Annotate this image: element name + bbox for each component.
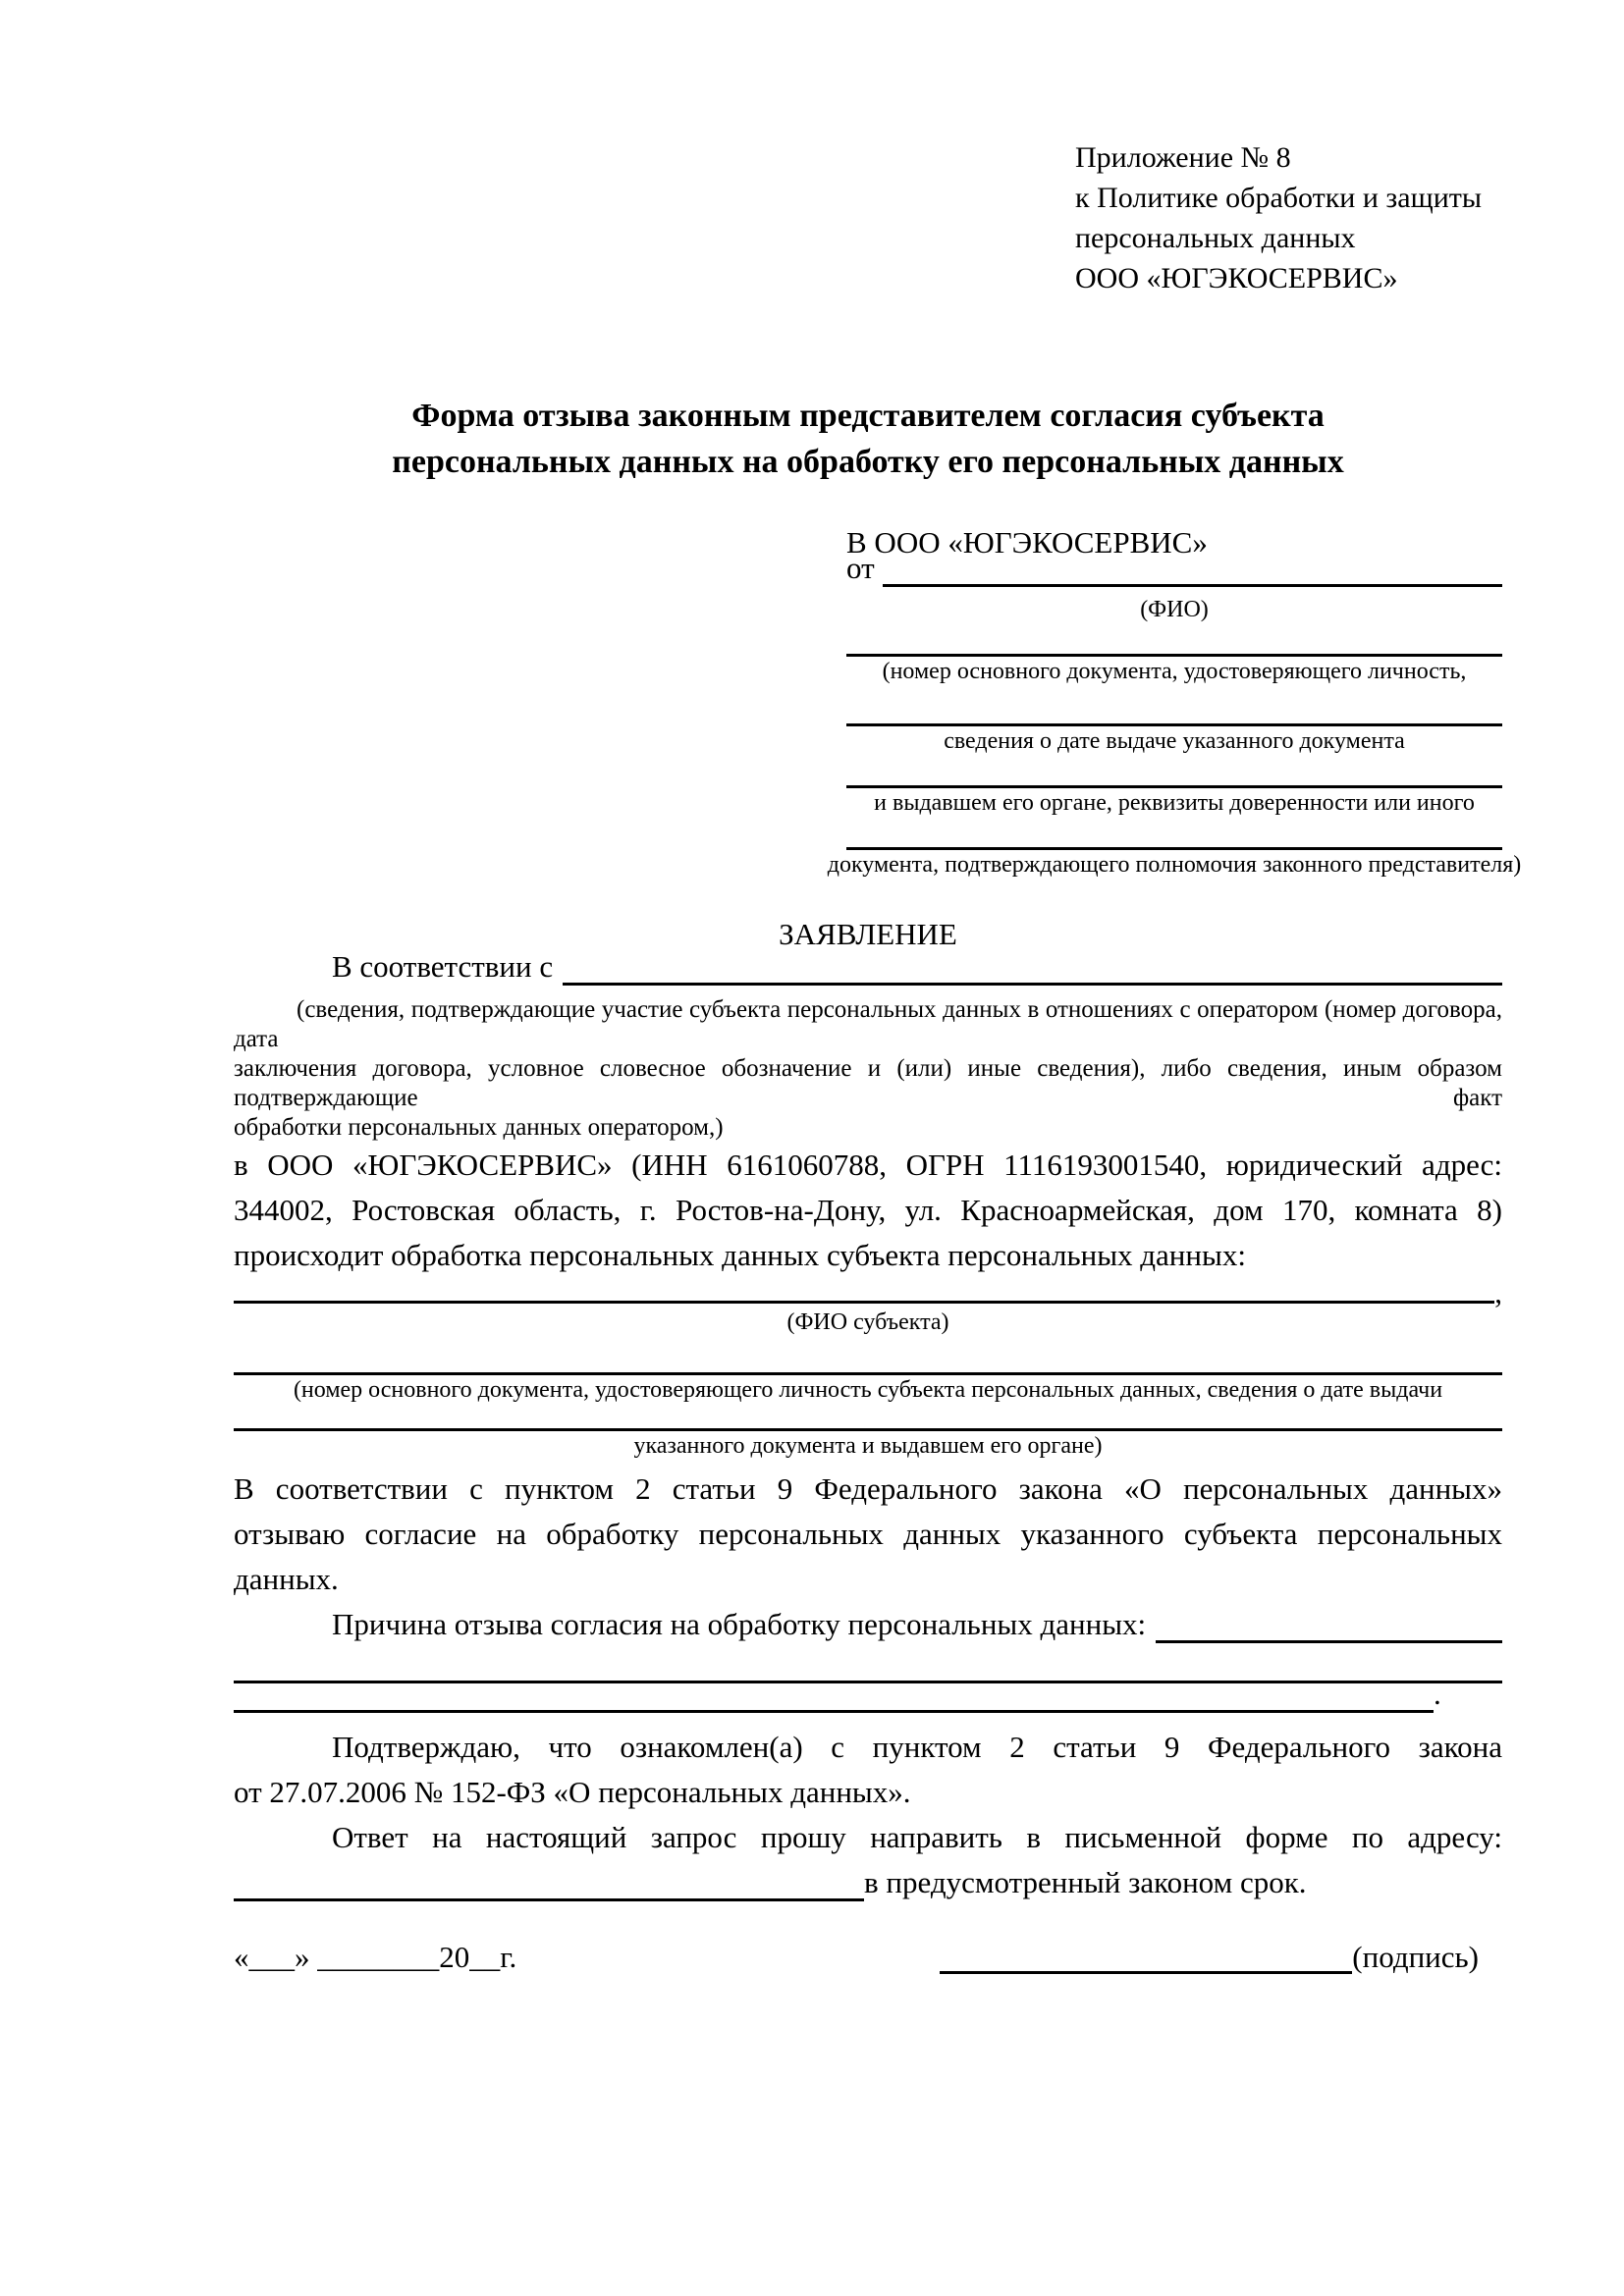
representative-fio-field-line[interactable] xyxy=(883,584,1502,587)
withdrawal-paragraph xyxy=(234,1467,1502,1602)
signature-field-line[interactable] xyxy=(940,1971,1352,1974)
smallprint-line: обработки персональных данных оператором,) xyxy=(234,1114,724,1141)
document-title xyxy=(234,393,1502,485)
footer-row xyxy=(234,1935,1502,1980)
smallprint-line: заключения договора, условное словесное обозначение и (или) иные сведения), либо сведения, иным образом подтверждающие факт xyxy=(234,1055,1502,1111)
subject-doc-caption: (номер основного документа, удостоверяющего личность субъекта персональных данных, сведения о дате выдачи xyxy=(293,1377,1443,1403)
reason-lead: Причина отзыва согласия на обработку персональных данных: xyxy=(332,1607,1147,1641)
reply-paragraph-line: Ответ на настоящий запрос прошу направить в письменной форме по адресу: xyxy=(332,1820,1502,1854)
reply-paragraph-line: в предусмотренный законом срок. xyxy=(864,1865,1307,1899)
reason-row xyxy=(234,1604,1502,1647)
smallprint-line: (сведения, подтверждающие участие субъекта персональных данных в отношениях с оператором (номер договора, дата xyxy=(234,996,1502,1052)
reason-field-line[interactable] xyxy=(1156,1640,1502,1643)
subject-doc-caption: указанного документа и выдавшем его органе) xyxy=(633,1433,1103,1459)
operator-paragraph-line: происходит обработка персональных данных субъекта персональных данных: xyxy=(234,1238,1246,1272)
reply-address-row xyxy=(234,1860,1502,1905)
signature-block xyxy=(940,1935,1479,1980)
doc-caption: сведения о дате выдаче указанного документа xyxy=(944,728,1405,754)
operator-paragraph-line: в ООО «ЮГЭКОСЕРВИС» (ИНН 6161060788, ОГРН 1116193001540, юридический адрес: xyxy=(234,1148,1502,1182)
reason-blank-line[interactable] xyxy=(234,1710,1434,1713)
appendix-line: Приложение № 8 xyxy=(1075,141,1291,174)
appendix-line: ООО «ЮГЭКОСЕРВИС» xyxy=(1075,262,1398,294)
doc-caption: и выдавшем его органе, реквизиты доверенности или иного xyxy=(874,790,1475,816)
subject-fio-field-line[interactable] xyxy=(234,1301,1494,1304)
doc-caption: (номер основного документа, удостоверяющего личность, xyxy=(882,659,1467,684)
addressee-block xyxy=(827,522,1522,880)
reason-period: . xyxy=(1434,1677,1441,1711)
signature-caption: (подпись) xyxy=(1352,1940,1479,1974)
subject-fio-row xyxy=(234,1275,1502,1309)
statement-heading: ЗАЯВЛЕНИЕ xyxy=(779,917,957,951)
fio-caption: (ФИО) xyxy=(1140,597,1209,622)
appendix-block xyxy=(1075,137,1502,298)
withdrawal-paragraph-line: В соответствии с пунктом 2 статьи 9 Федерального закона «О персональных данных» xyxy=(234,1471,1502,1506)
confirm-paragraph-line: от 27.07.2006 № 152-ФЗ «О персональных данных». xyxy=(234,1775,911,1809)
accordance-row xyxy=(234,949,1502,989)
operator-paragraph xyxy=(234,1143,1502,1278)
withdrawal-paragraph-line: данных. xyxy=(234,1562,339,1596)
document-title-line: персональных данных на обработку его персональных данных xyxy=(392,444,1344,480)
from-row xyxy=(846,551,1502,591)
reply-address-field-line[interactable] xyxy=(234,1898,864,1901)
document-title-line: Форма отзыва законным представителем согласия субъекта xyxy=(411,398,1325,434)
confirm-paragraph-line: Подтверждаю, что ознакомлен(а) с пунктом 2 статьи 9 Федерального закона xyxy=(332,1730,1502,1764)
date-field[interactable]: «___» ________20__г. xyxy=(234,1940,517,1974)
reply-paragraph xyxy=(234,1815,1502,1905)
reason-blank-row xyxy=(234,1677,1502,1717)
accordance-field-line[interactable] xyxy=(563,983,1502,986)
smallprint-note xyxy=(234,995,1502,1143)
subject-fio-comma: , xyxy=(1494,1275,1502,1309)
doc-caption: документа, подтверждающего полномочия законного представителя) xyxy=(827,852,1522,878)
appendix-line: к Политике обработки и защиты xyxy=(1075,182,1483,214)
confirm-paragraph xyxy=(234,1725,1502,1815)
appendix-line: персональных данных xyxy=(1075,222,1356,254)
accordance-lead: В соответствии с xyxy=(332,949,554,984)
addressee-to: В ООО «ЮГЭКОСЕРВИС» xyxy=(846,525,1208,560)
from-label: от xyxy=(846,551,875,585)
subject-fio-caption: (ФИО субъекта) xyxy=(786,1309,949,1335)
withdrawal-paragraph-line: отзываю согласие на обработку персональных данных указанного субъекта персональных xyxy=(234,1517,1502,1551)
operator-paragraph-line: 344002, Ростовская область, г. Ростов-на-Дону, ул. Красноармейская, дом 170, комната 8) xyxy=(234,1193,1502,1227)
